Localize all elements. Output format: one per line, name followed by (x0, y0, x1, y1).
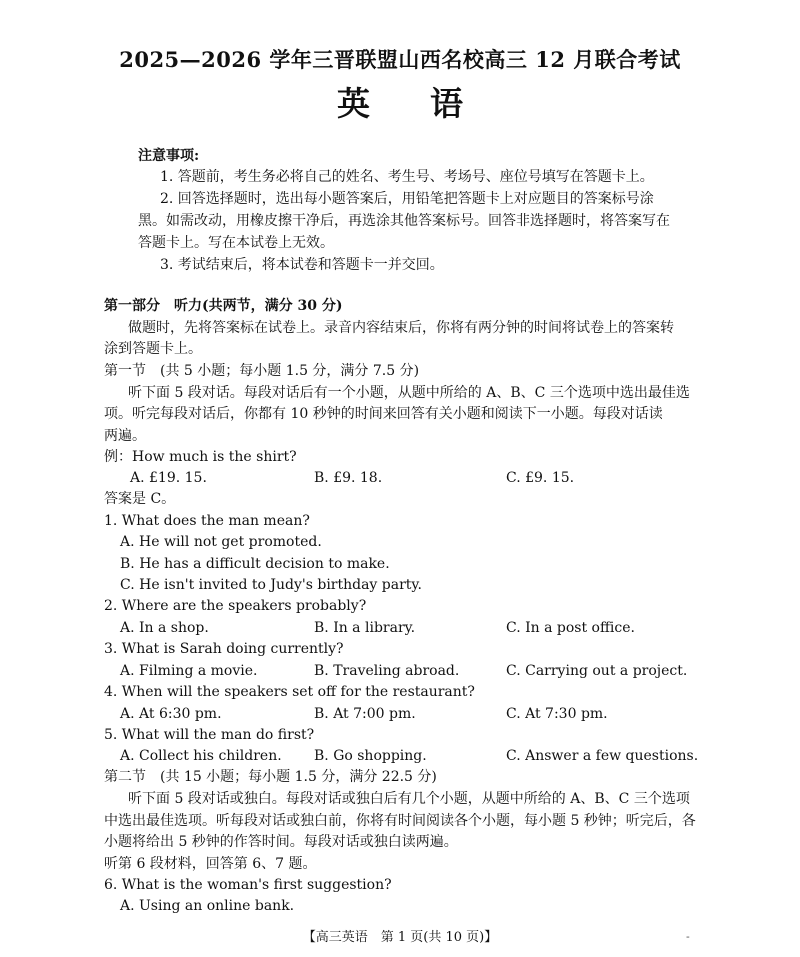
section2-heading: 第二节 (共 15 小题；每小题 1.5 分，满分 22.5 分) (104, 769, 437, 785)
section2-intro-line: 听下面 5 段对话或独白。每段对话或独白后有几个小题，从题中所给的 A、B、C 三个选项 (128, 791, 690, 807)
example-question: 例：How much is the shirt? (104, 449, 297, 465)
question-1: 1. What does the man mean? (104, 513, 310, 529)
notes-line: 黑。如需改动，用橡皮擦干净后，再选涂其他答案标号。回答非选择题时，将答案写在 (138, 213, 670, 229)
part1-intro-line: 涂到答题卡上。 (104, 341, 202, 357)
q5-option-c: C. Answer a few questions. (506, 748, 699, 764)
page-footer: 【高三英语 第 1 页(共 10 页)】 (302, 930, 498, 945)
corner-mark: - (686, 930, 690, 943)
q6-option-a: A. Using an online bank. (120, 898, 295, 914)
q3-option-b: B. Traveling abroad. (314, 663, 460, 679)
notes-heading: 注意事项: (138, 148, 200, 164)
section1-intro-line: 两遍。 (104, 428, 146, 444)
q5-option-a: A. Collect his children. (120, 748, 282, 764)
q2-option-c: C. In a post office. (506, 620, 635, 636)
example-option-c: C. £9. 15. (506, 470, 575, 486)
q1-option-c: C. He isn't invited to Judy's birthday party. (120, 577, 422, 593)
section1-heading: 第一节 (共 5 小题；每小题 1.5 分，满分 7.5 分) (104, 363, 420, 379)
notes-line: 1. 答题前，考生务必将自己的姓名、考生号、考场号、座位号填写在答题卡上。 (160, 169, 654, 185)
material-6-instruction: 听第 6 段材料，回答第 6、7 题。 (104, 856, 317, 872)
part1-heading: 第一部分 听力(共两节，满分 30 分) (104, 298, 343, 314)
notes-line: 3. 考试结束后，将本试卷和答题卡一并交回。 (160, 257, 444, 273)
q1-option-a: A. He will not get promoted. (120, 534, 322, 550)
exam-title: 2025—2026 学年三晋联盟山西名校高三 12 月联合考试 (119, 47, 681, 72)
example-option-a: A. £19. 15. (130, 470, 207, 486)
q3-option-c: C. Carrying out a project. (506, 663, 688, 679)
question-3: 3. What is Sarah doing currently? (104, 641, 344, 657)
q5-option-b: B. Go shopping. (314, 748, 427, 764)
question-2: 2. Where are the speakers probably? (104, 598, 367, 614)
q3-option-a: A. Filming a movie. (120, 663, 258, 679)
q4-option-c: C. At 7:30 pm. (506, 706, 608, 722)
question-5: 5. What will the man do first? (104, 727, 315, 743)
question-4: 4. When will the speakers set off for the restaurant? (104, 684, 475, 700)
q4-option-b: B. At 7:00 pm. (314, 706, 416, 722)
question-6: 6. What is the woman's first suggestion? (104, 877, 392, 893)
section2-intro-line: 中选出最佳选项。听每段对话或独白前，你将有时间阅读各个小题，每小题 5 秒钟；听完后，各 (104, 813, 696, 829)
notes-line: 答题卡上。写在本试卷上无效。 (138, 235, 334, 251)
example-option-b: B. £9. 18. (314, 470, 383, 486)
section1-intro-line: 项。听完每段对话后，你都有 10 秒钟的时间来回答有关小题和阅读下一小题。每段对话读 (104, 406, 663, 422)
subject-title: 英语 (337, 84, 523, 123)
q4-option-a: A. At 6:30 pm. (120, 706, 222, 722)
section2-intro-line: 小题将给出 5 秒钟的作答时间。每段对话或独白读两遍。 (104, 834, 458, 850)
section1-intro-line: 听下面 5 段对话。每段对话后有一个小题，从题中所给的 A、B、C 三个选项中选出最佳选 (128, 385, 690, 401)
q1-option-b: B. He has a difficult decision to make. (120, 556, 390, 572)
notes-line: 2. 回答选择题时，选出每小题答案后，用铅笔把答题卡上对应题目的答案标号涂 (160, 191, 654, 207)
q2-option-a: A. In a shop. (120, 620, 209, 636)
example-answer: 答案是 C。 (104, 491, 176, 507)
part1-intro-line: 做题时，先将答案标在试卷上。录音内容结束后，你将有两分钟的时间将试卷上的答案转 (128, 320, 674, 336)
q2-option-b: B. In a library. (314, 620, 416, 636)
